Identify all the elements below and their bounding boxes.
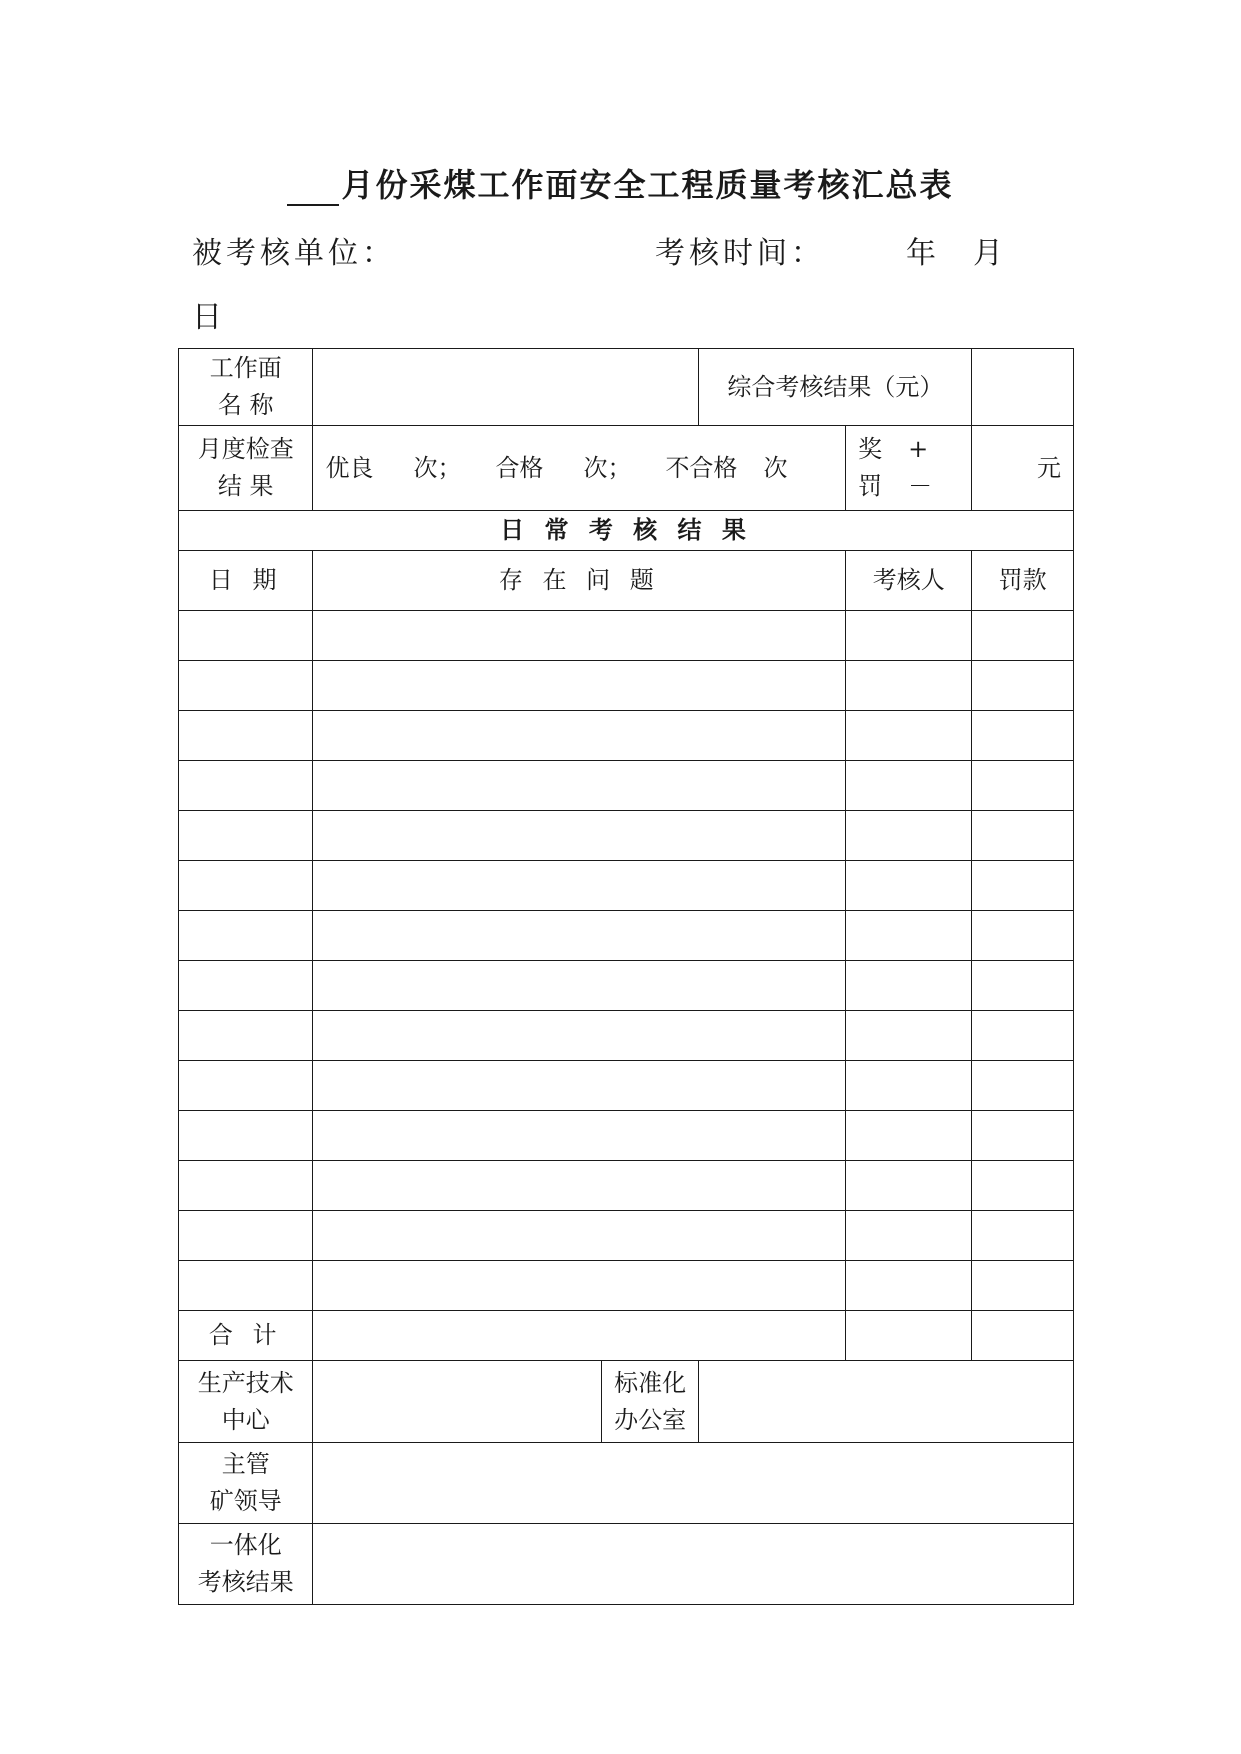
examiner-cell[interactable]: [846, 861, 972, 911]
date-cell[interactable]: [179, 1261, 313, 1311]
reward-label: 奖: [858, 435, 883, 463]
issue-cell[interactable]: [313, 961, 846, 1011]
integrated-line2: 考核结果: [197, 1568, 294, 1596]
date-cell[interactable]: [179, 1061, 313, 1111]
assessment-table: [178, 348, 1074, 1605]
table-row: [179, 811, 1074, 861]
monthly-label-line2: 结 果: [217, 472, 274, 500]
daily-title-row: [179, 511, 1074, 551]
std-office-line2: 办公室: [614, 1405, 687, 1434]
issue-cell[interactable]: [313, 911, 846, 961]
examiner-cell[interactable]: [846, 961, 972, 1011]
overall-result-field[interactable]: [972, 349, 1074, 426]
page-title: [0, 160, 1241, 206]
examiner-cell[interactable]: [846, 911, 972, 961]
yuan-label: 元: [972, 426, 1074, 511]
examiner-cell[interactable]: [846, 611, 972, 661]
leader-line1: 主管: [221, 1450, 270, 1478]
table-row: [179, 611, 1074, 661]
issue-cell[interactable]: [313, 711, 846, 761]
issue-cell[interactable]: [313, 1011, 846, 1061]
prod-tech-line1: 生产技术: [197, 1368, 294, 1397]
fine-cell[interactable]: [972, 661, 1074, 711]
date-cell[interactable]: [179, 861, 313, 911]
fine-cell[interactable]: [972, 1061, 1074, 1111]
date-cell[interactable]: [179, 1111, 313, 1161]
date-cell[interactable]: [179, 961, 313, 1011]
fail-label: 不合格: [665, 453, 738, 482]
date-cell[interactable]: [179, 911, 313, 961]
issue-cell[interactable]: [313, 1161, 846, 1211]
issue-cell[interactable]: [313, 761, 846, 811]
issue-cell[interactable]: [313, 611, 846, 661]
issue-cell[interactable]: [313, 1261, 846, 1311]
month-label: 月: [973, 236, 1007, 271]
table-row: [179, 711, 1074, 761]
table-row: [179, 1261, 1074, 1311]
sep-1: ；: [437, 453, 462, 482]
year-label: 年: [906, 236, 940, 271]
minus-sign: －: [908, 472, 933, 500]
day-label: 日: [192, 300, 226, 335]
col-fine-header: 罚款: [972, 551, 1074, 611]
issue-cell[interactable]: [313, 861, 846, 911]
date-cell[interactable]: [179, 811, 313, 861]
work-face-row: [179, 349, 1074, 426]
examiner-cell[interactable]: [846, 1111, 972, 1161]
prod-tech-label: [179, 1361, 313, 1443]
prod-tech-field[interactable]: [313, 1361, 601, 1443]
std-office-line1: 标准化: [614, 1368, 687, 1397]
examiner-cell[interactable]: [846, 661, 972, 711]
table-row: [179, 761, 1074, 811]
work-face-label-line1: 工作面: [209, 354, 282, 382]
examiner-cell[interactable]: [846, 761, 972, 811]
fine-cell[interactable]: [972, 1261, 1074, 1311]
overall-result-label: 综合考核结果（元）: [699, 349, 972, 426]
date-cell[interactable]: [179, 711, 313, 761]
monthly-row: [179, 426, 1074, 511]
table-row: [179, 661, 1074, 711]
date-cell[interactable]: [179, 1161, 313, 1211]
examiner-cell[interactable]: [846, 711, 972, 761]
excellent-label: 优良: [325, 453, 374, 482]
fine-cell[interactable]: [972, 1111, 1074, 1161]
fine-cell[interactable]: [972, 711, 1074, 761]
integrated-line1: 一体化: [209, 1531, 282, 1559]
total-issue-cell[interactable]: [313, 1311, 846, 1361]
examiner-cell[interactable]: [846, 811, 972, 861]
fine-cell[interactable]: [972, 1011, 1074, 1061]
fine-cell[interactable]: [972, 961, 1074, 1011]
date-cell[interactable]: [179, 1011, 313, 1061]
table-row: [179, 1161, 1074, 1211]
fine-cell[interactable]: [972, 1161, 1074, 1211]
work-face-name-field[interactable]: [313, 349, 699, 426]
fine-cell[interactable]: [972, 1211, 1074, 1261]
integrated-row: [179, 1524, 1074, 1605]
pass-times: 次: [583, 453, 608, 482]
sep-2: ；: [607, 453, 632, 482]
issue-cell[interactable]: [313, 661, 846, 711]
fail-times: 次: [763, 453, 788, 482]
total-row: [179, 1311, 1074, 1361]
plus-sign: +: [908, 435, 929, 463]
table-row: [179, 1211, 1074, 1261]
date-cell[interactable]: [179, 1211, 313, 1261]
pass-label: 合格: [495, 453, 544, 482]
table-row: [179, 911, 1074, 961]
total-label: 合 计: [179, 1311, 313, 1361]
issue-cell[interactable]: [313, 1111, 846, 1161]
issue-cell[interactable]: [313, 1211, 846, 1261]
month-blank[interactable]: [287, 174, 339, 206]
examiner-cell[interactable]: [846, 1161, 972, 1211]
fine-cell[interactable]: [972, 611, 1074, 661]
excellent-times: 次: [413, 453, 438, 482]
integrated-field[interactable]: [313, 1524, 1074, 1605]
unit-label: 被考核单位：: [192, 236, 396, 271]
date-cell[interactable]: [179, 761, 313, 811]
total-fine-cell[interactable]: [972, 1311, 1074, 1361]
date-cell[interactable]: [179, 611, 313, 661]
fine-cell[interactable]: [972, 861, 1074, 911]
title-text: 月份采煤工作面安全工程质量考核汇总表: [341, 166, 954, 204]
issue-cell[interactable]: [313, 1061, 846, 1111]
fine-cell[interactable]: [972, 811, 1074, 861]
std-office-label: [601, 1361, 699, 1443]
reward-penalty-cell[interactable]: [846, 426, 972, 511]
monthly-counts-field[interactable]: [313, 426, 846, 511]
col-examiner-header: 考核人: [846, 551, 972, 611]
table-row: [179, 961, 1074, 1011]
leader-label: [179, 1443, 313, 1524]
col-date-header: 日 期: [179, 551, 313, 611]
prod-tech-line2: 中心: [221, 1405, 270, 1434]
issue-cell[interactable]: [313, 811, 846, 861]
leader-row: [179, 1443, 1074, 1524]
date-cell[interactable]: [179, 661, 313, 711]
fine-cell[interactable]: [972, 911, 1074, 961]
monthly-label: [179, 426, 313, 511]
fine-cell[interactable]: [972, 761, 1074, 811]
examiner-cell[interactable]: [846, 1211, 972, 1261]
table-row: [179, 861, 1074, 911]
table-row: [179, 1111, 1074, 1161]
examiner-cell[interactable]: [846, 1011, 972, 1061]
monthly-label-line1: 月度检查: [197, 435, 294, 463]
integrated-label: [179, 1524, 313, 1605]
leader-field[interactable]: [313, 1443, 1074, 1524]
std-office-field[interactable]: [699, 1361, 1074, 1443]
penalty-label: 罚: [858, 472, 883, 500]
examiner-cell[interactable]: [846, 1061, 972, 1111]
table-row: [179, 1011, 1074, 1061]
examiner-cell[interactable]: [846, 1261, 972, 1311]
total-examiner-cell[interactable]: [846, 1311, 972, 1361]
time-label: 考核时间：: [655, 236, 825, 271]
column-header-row: [179, 551, 1074, 611]
work-face-label: [179, 349, 313, 426]
leader-line2: 矿领导: [209, 1487, 282, 1515]
department-row: [179, 1361, 1074, 1443]
daily-title: 日 常 考 核 结 果: [179, 511, 1074, 551]
table-row: [179, 1061, 1074, 1111]
col-issue-header: 存 在 问 题: [313, 551, 846, 611]
work-face-label-line2: 名 称: [217, 391, 274, 419]
